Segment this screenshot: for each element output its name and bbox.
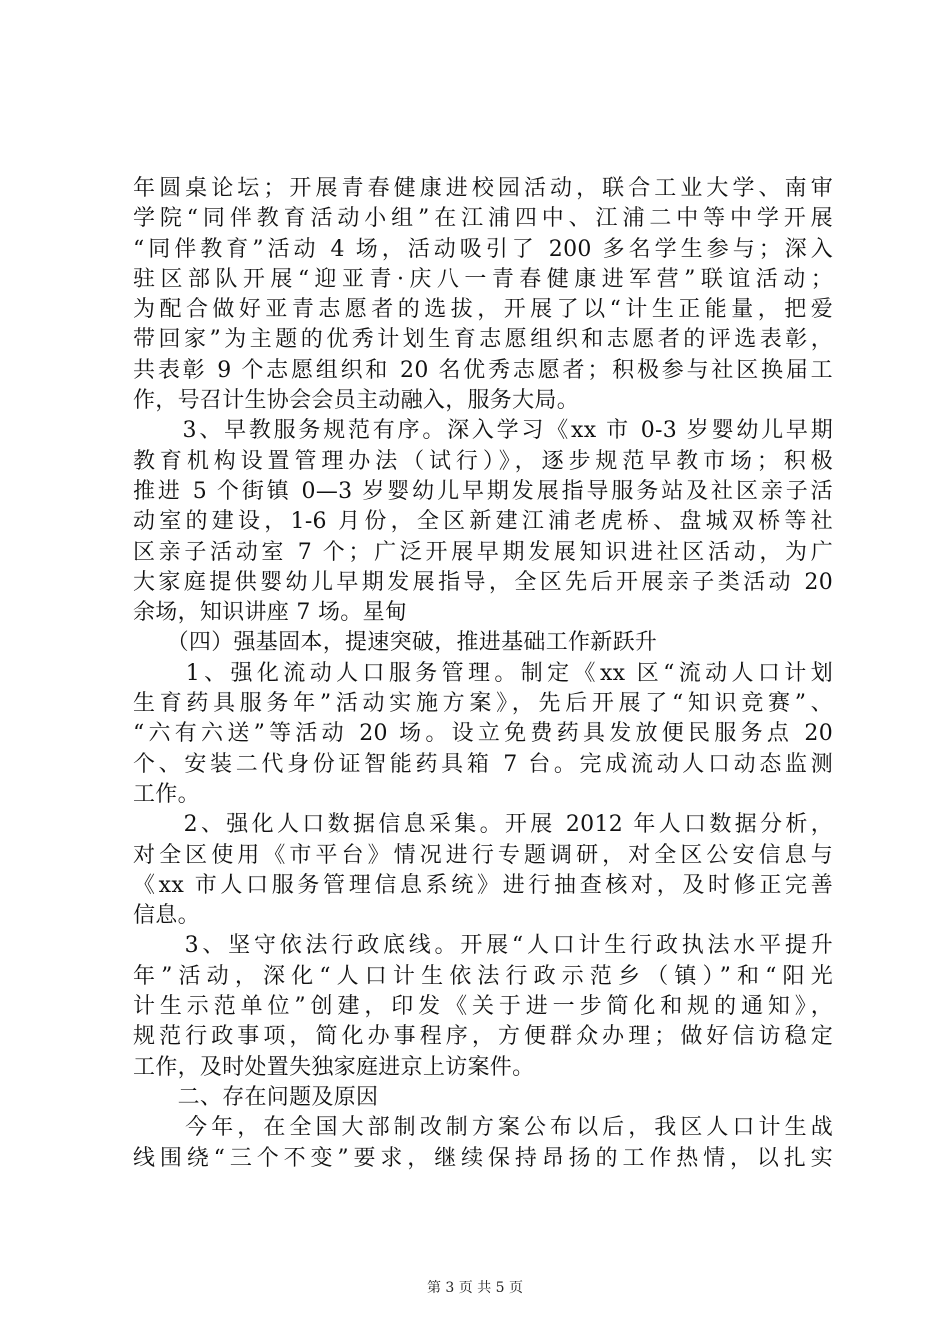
section-heading: 二、存在问题及原因 — [133, 1084, 379, 1110]
text-line: 区亲子活动室 7 个；广泛开展早期发展知识进社区活动，为广 — [133, 539, 833, 565]
text-line: “同伴教育”活动 4 场，活动吸引了 200 多名学生参与；深入 — [133, 236, 833, 262]
text-line: 线围绕“三个不变”要求，继续保持昂扬的工作热情，以扎实 — [133, 1145, 833, 1171]
text-line: 带回家”为主题的优秀计划生育志愿组织和志愿者的评选表彰， — [133, 327, 833, 353]
text-line: 动室的建设，1-6 月份，全区新建江浦老虎桥、盘城双桥等社 — [133, 509, 833, 535]
text-line: 驻区部队开展“迎亚青·庆八一青春健康进军营”联谊活动； — [133, 266, 833, 292]
body-text — [133, 174, 833, 1174]
text-line: 推进 5 个街镇 0—3 岁婴幼儿早期发展指导服务站及社区亲子活 — [133, 478, 833, 504]
text-line: 作，号召计生协会会员主动融入，服务大局。 — [133, 388, 580, 414]
text-line: 规范行政事项，简化办事程序，方便群众办理；做好信访稳定 — [133, 1024, 833, 1050]
text-line: 3、早教服务规范有序。深入学习《xx 市 0-3 岁婴幼儿早期 — [133, 418, 833, 444]
text-line: 计生示范单位”创建，印发《关于进一步简化和规的通知》， — [133, 994, 833, 1020]
text-line: 生育药具服务年”活动实施方案》，先后开展了“知识竞赛”、 — [133, 691, 833, 717]
text-line: 个、安装二代身份证智能药具箱 7 台。完成流动人口动态监测 — [133, 751, 833, 777]
text-line: 学院“同伴教育活动小组”在江浦四中、江浦二中等中学开展 — [133, 206, 833, 232]
text-line: 《xx 市人口服务管理信息系统》进行抽查核对，及时修正完善 — [133, 872, 833, 898]
text-line: 今年，在全国大部制改制方案公布以后，我区人口计生战 — [133, 1115, 833, 1141]
text-line: 工作，及时处置失独家庭进京上访案件。 — [133, 1054, 535, 1080]
text-line: 1、强化流动人口服务管理。制定《xx 区“流动人口计划 — [133, 660, 833, 686]
text-line: 2、强化人口数据信息采集。开展 2012 年人口数据分析， — [133, 812, 833, 838]
text-line: 对全区使用《市平台》情况进行专题调研，对全区公安信息与 — [133, 842, 833, 868]
text-line: 教育机构设置管理办法（试行）》，逐步规范早教市场；积极 — [133, 448, 833, 474]
text-line: 信息。 — [133, 903, 200, 929]
text-line: 工作。 — [133, 781, 200, 807]
text-line: 大家庭提供婴幼儿早期发展指导，全区先后开展亲子类活动 20 — [133, 569, 833, 595]
text-line: 为配合做好亚青志愿者的选拔，开展了以“计生正能量，把爱 — [133, 297, 833, 323]
text-line: “六有六送”等活动 20 场。设立免费药具发放便民服务点 20 — [133, 721, 833, 747]
section-heading: （四）强基固本，提速突破，推进基础工作新跃升 — [133, 630, 658, 656]
text-line: 余场，知识讲座 7 场。星甸 — [133, 600, 408, 626]
page-footer: 第 3 页 共 5 页 — [426, 1280, 524, 1296]
text-line: 3、坚守依法行政底线。开展“人口计生行政执法水平提升 — [133, 933, 833, 959]
text-line: 年圆桌论坛；开展青春健康进校园活动，联合工业大学、南审 — [133, 176, 833, 201]
text-line: 共表彰 9 个志愿组织和 20 名优秀志愿者；积极参与社区换届工 — [133, 357, 833, 383]
text-line: 年”活动，深化“人口计生依法行政示范乡（镇）”和“阳光 — [133, 963, 833, 989]
